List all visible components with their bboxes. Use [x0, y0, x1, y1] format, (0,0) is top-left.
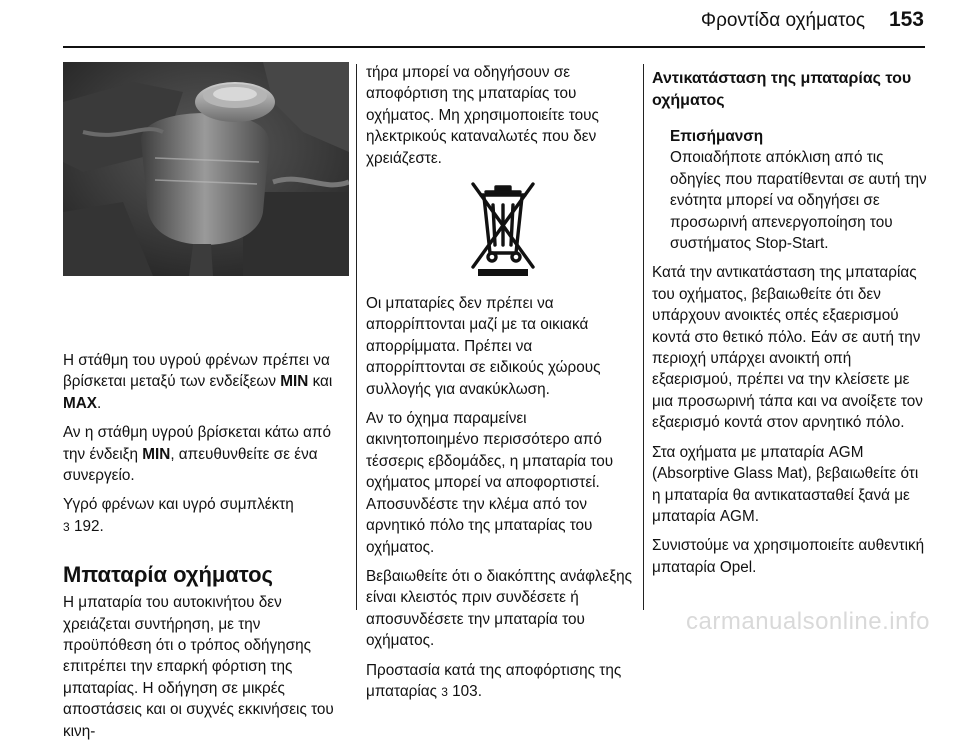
opel-battery-text: Συνιστούμε να χρησιμοποιείτε αυθεντική μπαταρία Opel. — [652, 537, 925, 576]
caption-1-end: . — [97, 394, 102, 412]
agm-text: Στα οχήματα με μπαταρία AGM (Absorptive Glass Mat), βεβαιωθείτε ότι η μπαταρία θα αντικατασταθεί ξανά με μπαταρία AGM. — [652, 443, 919, 525]
column-divider-2 — [643, 64, 644, 610]
low-level-text — [63, 422, 349, 486]
crossed-out-bin-icon — [470, 181, 536, 277]
caption-2b-text: , απευθυνθείτε σε ένα συνεργείο. — [63, 445, 318, 485]
engine-bay-illustration — [63, 62, 349, 276]
column-divider-1 — [356, 64, 357, 610]
caption-2a-text: Αν η στάθμη υγρού βρίσκεται κάτω από την ένδειξη — [63, 424, 331, 463]
brake-fluid-reservoir-photo — [63, 62, 349, 276]
vent-hole-text: Κατά την αντικατάσταση της μπαταρίας του οχήματος, βεβαιωθείτε ότι δεν υπάρχουν ανοικτές οπές εξαερισμού κοντά στο θετικό πόλο. Εάν σε αυτή την περιοχή υπάρχει ανοικτή οπή εξαερισμού, πρέπει να την κλείσετε με μια προσωρινή τάπα και να ανοίξετε τον εξαερισμό κοντά στον αρνητικό πόλο. — [652, 264, 923, 432]
battery-maintenance-text: Η μπαταρία του αυτοκινήτου δεν χρειάζεται συντήρηση, με την προϋπόθεση ότι ο τρόπος οδήγησης επιτρέπει την επαρκή φόρτιση της μπαταρίας. Η οδήγηση σε μικρές αποστάσεις και οι συχνές εκκινήσεις του κινη- — [63, 594, 334, 740]
min-label: MIN — [280, 373, 309, 391]
note-title: Επισήμανση — [670, 128, 764, 145]
page-ref-link[interactable]: 192. — [73, 517, 104, 535]
caption-2-min-label: MIN — [142, 445, 171, 463]
header-title: Φροντίδα οχήματος — [700, 10, 865, 31]
column-1 — [63, 62, 349, 742]
protection-reference-text — [366, 660, 634, 704]
battery-replacement-heading: Αντικατάσταση της μπαταρίας του οχήματος — [652, 70, 912, 109]
ignition-text: Βεβαιωθείτε ότι ο διακόπτης ανάφλεξης είναι κλειστός πριν συνδέσετε ή αποσυνδέσετε την μπαταρία του οχήματος. — [366, 567, 632, 650]
battery-section-heading: Μπαταρία οχήματος — [63, 562, 273, 588]
watermark: carmanualsonline.info — [686, 608, 930, 635]
caption-3-text: Υγρό φρένων και υγρό συμπλέκτη — [63, 496, 294, 514]
disposal-text: Οι μπαταρίες δεν πρέπει να απορρίπτονται μαζί με τα οικιακά απορρίμματα. Πρέπει να απορρίπτονται σε ειδικούς χώρους συλλογής για ανακύκλωση. — [366, 295, 601, 398]
caption-1-text: Η στάθμη του υγρού φρένων πρέπει να βρίσκεται μεταξύ των ενδείξεων — [63, 352, 330, 391]
protection-text: Προστασία κατά της αποφόρτισης της μπαταρίας — [366, 661, 622, 700]
discharge-text: τήρα μπορεί να οδηγήσουν σε αποφόρτιση της μπαταρίας του οχήματος. Μη χρησιμοποιείτε τους ηλεκτρικούς καταναλωτές που δεν χρειάζεστε. — [366, 64, 599, 167]
header-divider — [63, 46, 925, 48]
and-word: και — [312, 373, 333, 391]
fluid-reference-text — [63, 494, 349, 538]
page-ref-arrow-icon: 3 — [441, 684, 448, 699]
max-label: MAX — [63, 394, 97, 412]
column-2 — [366, 62, 634, 711]
note-text: Οποιαδήποτε απόκλιση από τις οδηγίες που παρατίθενται σε αυτή την ενότητα μπορεί να οδηγήσει σε προσωρινή απενεργοποίηση του συστήματος Stop-Start. — [670, 149, 927, 253]
column-3 — [652, 62, 928, 586]
storage-text: Αν το όχημα παραμείνει ακινητοποιημένο περισσότερο από τέσσερις εβδομάδες, η μπαταρία του οχήματος μπορεί να αποφορτιστεί. Αποσυνδέστε την κλέμα από τον αρνητικό πόλο της μπαταρίας του οχήματος. — [366, 410, 614, 556]
page-ref-arrow-icon: 3 — [63, 519, 70, 534]
page-ref-link[interactable]: 103. — [452, 682, 482, 700]
brake-fluid-level-text — [63, 350, 349, 414]
page-number: 153 — [888, 8, 924, 31]
note-block — [652, 126, 928, 254]
